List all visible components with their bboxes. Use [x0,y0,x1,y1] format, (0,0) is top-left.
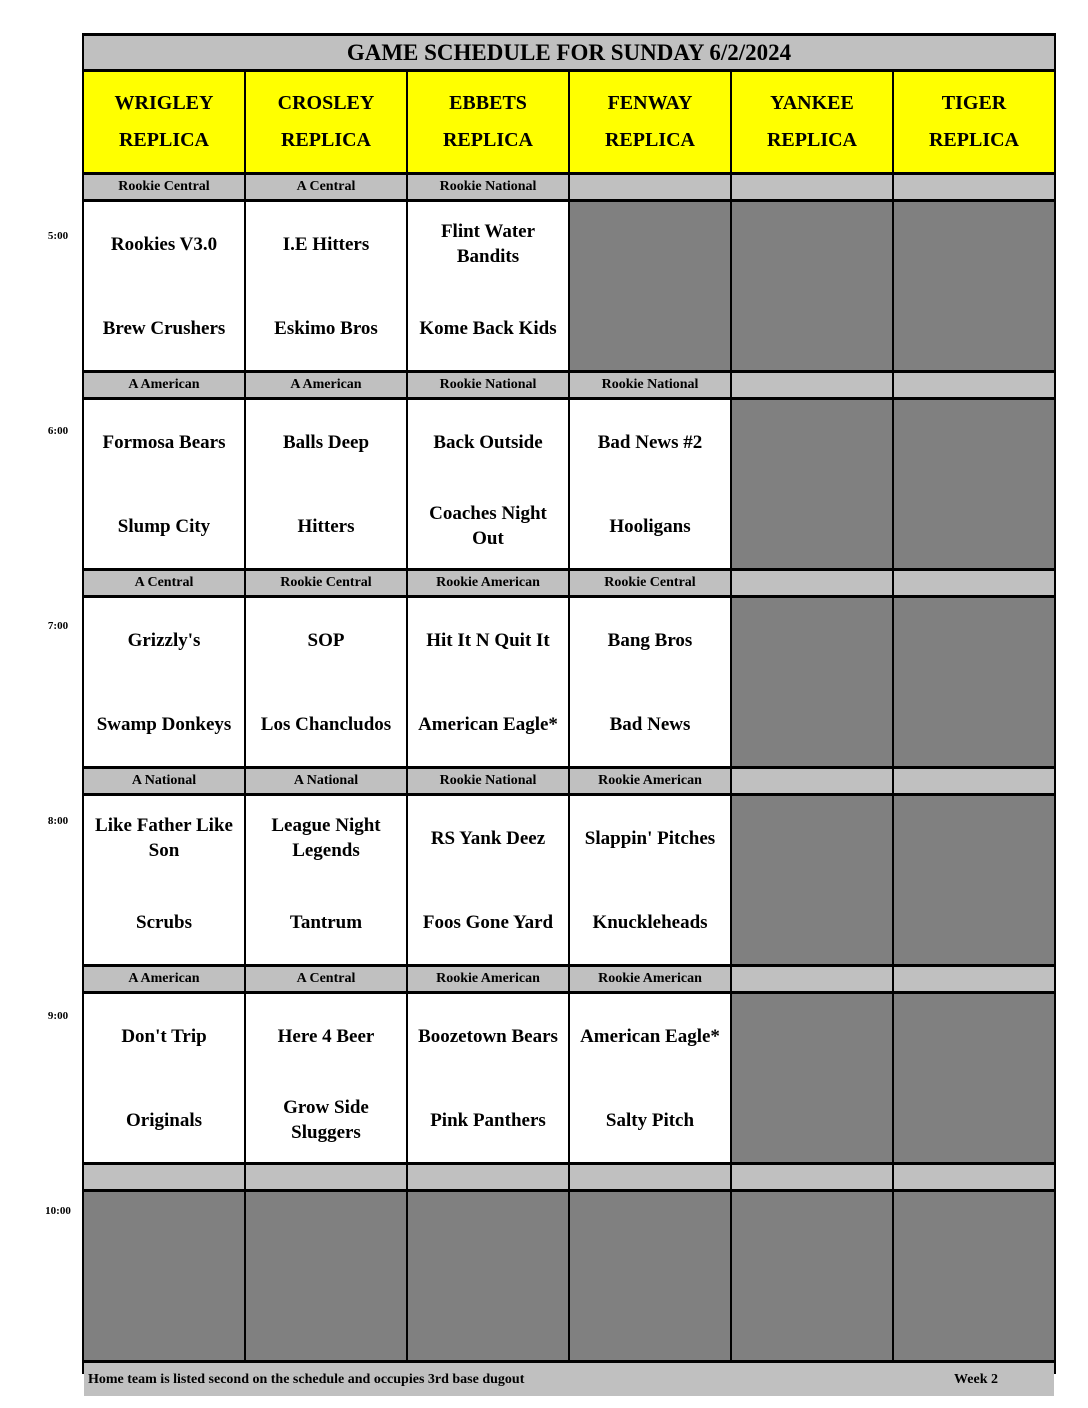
away-team: Grizzly's [127,629,201,651]
game-cell [84,994,244,1162]
game-cell [84,400,244,568]
empty-slot [732,796,892,964]
field-subtitle: REPLICA [442,129,533,151]
home-team: Salty Pitch [605,1109,695,1131]
empty-slot [732,994,892,1162]
home-team: Brew Crushers [102,317,226,339]
empty-slot [732,598,892,766]
empty-slot [894,796,1054,964]
away-team: Flint Water Bandits [440,221,536,267]
division-label [246,1165,406,1189]
away-team: Boozetown Bears [418,1025,558,1047]
schedule-footer [84,1363,1054,1396]
away-team: I.E Hitters [282,233,370,255]
home-team: Hooligans [609,515,691,537]
away-team: Bad News #2 [597,431,703,453]
time-label: 7:00 [47,620,69,632]
division-label [732,175,892,199]
division-label: A American [84,373,244,397]
field-header [246,72,406,172]
home-team: Hitters [297,515,355,537]
division-label: Rookie National [408,373,568,397]
division-label: A American [246,373,406,397]
field-name: EBBETS [449,92,527,114]
home-team: Slump City [117,515,211,537]
division-label: A National [246,769,406,793]
division-label: Rookie American [570,769,730,793]
game-cell [408,994,568,1162]
division-label [732,571,892,595]
home-team: Grow Side Sluggers [283,1097,369,1143]
division-label [894,373,1054,397]
week-label: Week 2 [954,1371,998,1387]
away-team: Back Outside [433,431,543,453]
home-team: Foos Gone Yard [422,911,554,933]
game-cell [84,796,244,964]
away-team: Bang Bros [607,629,693,651]
home-team: Tantrum [289,911,363,933]
division-label [894,769,1054,793]
field-subtitle: REPLICA [928,129,1019,151]
home-team: Los Chancludos [260,713,392,735]
field-header [570,72,730,172]
game-cell [408,796,568,964]
division-label [732,373,892,397]
game-cell [408,202,568,370]
away-team: League Night Legends [271,815,381,861]
home-team: Kome Back Kids [419,317,557,339]
home-team: Originals [125,1109,202,1131]
game-cell [246,796,406,964]
field-name: FENWAY [607,92,693,114]
division-label: Rookie National [408,175,568,199]
home-team: Eskimo Bros [274,317,378,339]
away-team: Rookies V3.0 [110,233,218,255]
away-team: Here 4 Beer [277,1025,375,1047]
home-team: American Eagle* [418,713,558,735]
game-cell [570,994,730,1162]
game-cell [246,202,406,370]
time-label: 6:00 [47,425,69,437]
game-cell [570,796,730,964]
game-cell [246,994,406,1162]
away-team: Balls Deep [282,431,370,453]
division-label: Rookie American [408,967,568,991]
division-label: Rookie National [408,769,568,793]
empty-slot [246,1192,406,1360]
division-label: Rookie Central [84,175,244,199]
division-label [570,1165,730,1189]
empty-slot [570,1192,730,1360]
division-label [894,967,1054,991]
division-label [732,1165,892,1189]
field-subtitle: REPLICA [604,129,695,151]
away-team: SOP [307,629,345,651]
field-subtitle: REPLICA [766,129,857,151]
away-team: Don't Trip [121,1025,207,1047]
field-header [84,72,244,172]
field-subtitle: REPLICA [280,129,371,151]
field-name: YANKEE [770,92,854,114]
game-cell [246,598,406,766]
home-team: Bad News [609,713,691,735]
away-team: Like Father Like Son [95,815,233,861]
away-team: Formosa Bears [102,431,226,453]
game-cell [246,400,406,568]
away-team: Slappin' Pitches [584,827,716,849]
game-cell [84,598,244,766]
field-header [894,72,1054,172]
division-label [732,967,892,991]
division-label [894,1165,1054,1189]
division-label: A Central [246,175,406,199]
home-team: Scrubs [136,911,192,933]
empty-slot [408,1192,568,1360]
game-cell [408,598,568,766]
division-label: Rookie Central [570,571,730,595]
empty-slot [732,400,892,568]
field-header [408,72,568,172]
field-name: WRIGLEY [114,92,214,114]
division-label [894,571,1054,595]
division-label: Rookie National [570,373,730,397]
time-label: 5:00 [47,230,69,242]
home-team: Swamp Donkeys [96,713,232,735]
away-team: Hit It N Quit It [426,629,550,651]
home-team: Knuckleheads [592,911,708,933]
division-label: A National [84,769,244,793]
empty-slot [570,202,730,370]
division-label [84,1165,244,1189]
division-label: A American [84,967,244,991]
division-label: Rookie American [408,571,568,595]
empty-slot [894,400,1054,568]
away-team: American Eagle* [580,1025,720,1047]
division-label [732,769,892,793]
empty-slot [894,1192,1054,1360]
game-cell [570,400,730,568]
time-label: 10:00 [45,1205,71,1217]
empty-slot [732,202,892,370]
field-header [732,72,892,172]
field-name: TIGER [941,92,1007,114]
empty-slot [84,1192,244,1360]
away-team: RS Yank Deez [430,827,546,849]
empty-slot [894,994,1054,1162]
division-label [894,175,1054,199]
game-cell [570,598,730,766]
division-label [570,175,730,199]
division-label [408,1165,568,1189]
time-label: 8:00 [47,815,69,827]
empty-slot [894,202,1054,370]
footer-note: Home team is listed second on the schedule and occupies 3rd base dugout [88,1371,525,1387]
game-cell [84,202,244,370]
time-label: 9:00 [47,1010,69,1022]
empty-slot [732,1192,892,1360]
field-subtitle: REPLICA [118,129,209,151]
schedule-title: GAME SCHEDULE FOR SUNDAY 6/2/2024 [84,36,1054,69]
schedule-table [82,33,1056,1387]
division-label: Rookie Central [246,571,406,595]
field-name: CROSLEY [277,92,375,114]
game-cell [408,400,568,568]
home-team: Coaches Night Out [429,503,547,549]
division-label: A Central [84,571,244,595]
division-label: A Central [246,967,406,991]
empty-slot [894,598,1054,766]
division-label: Rookie American [570,967,730,991]
home-team: Pink Panthers [430,1109,546,1131]
